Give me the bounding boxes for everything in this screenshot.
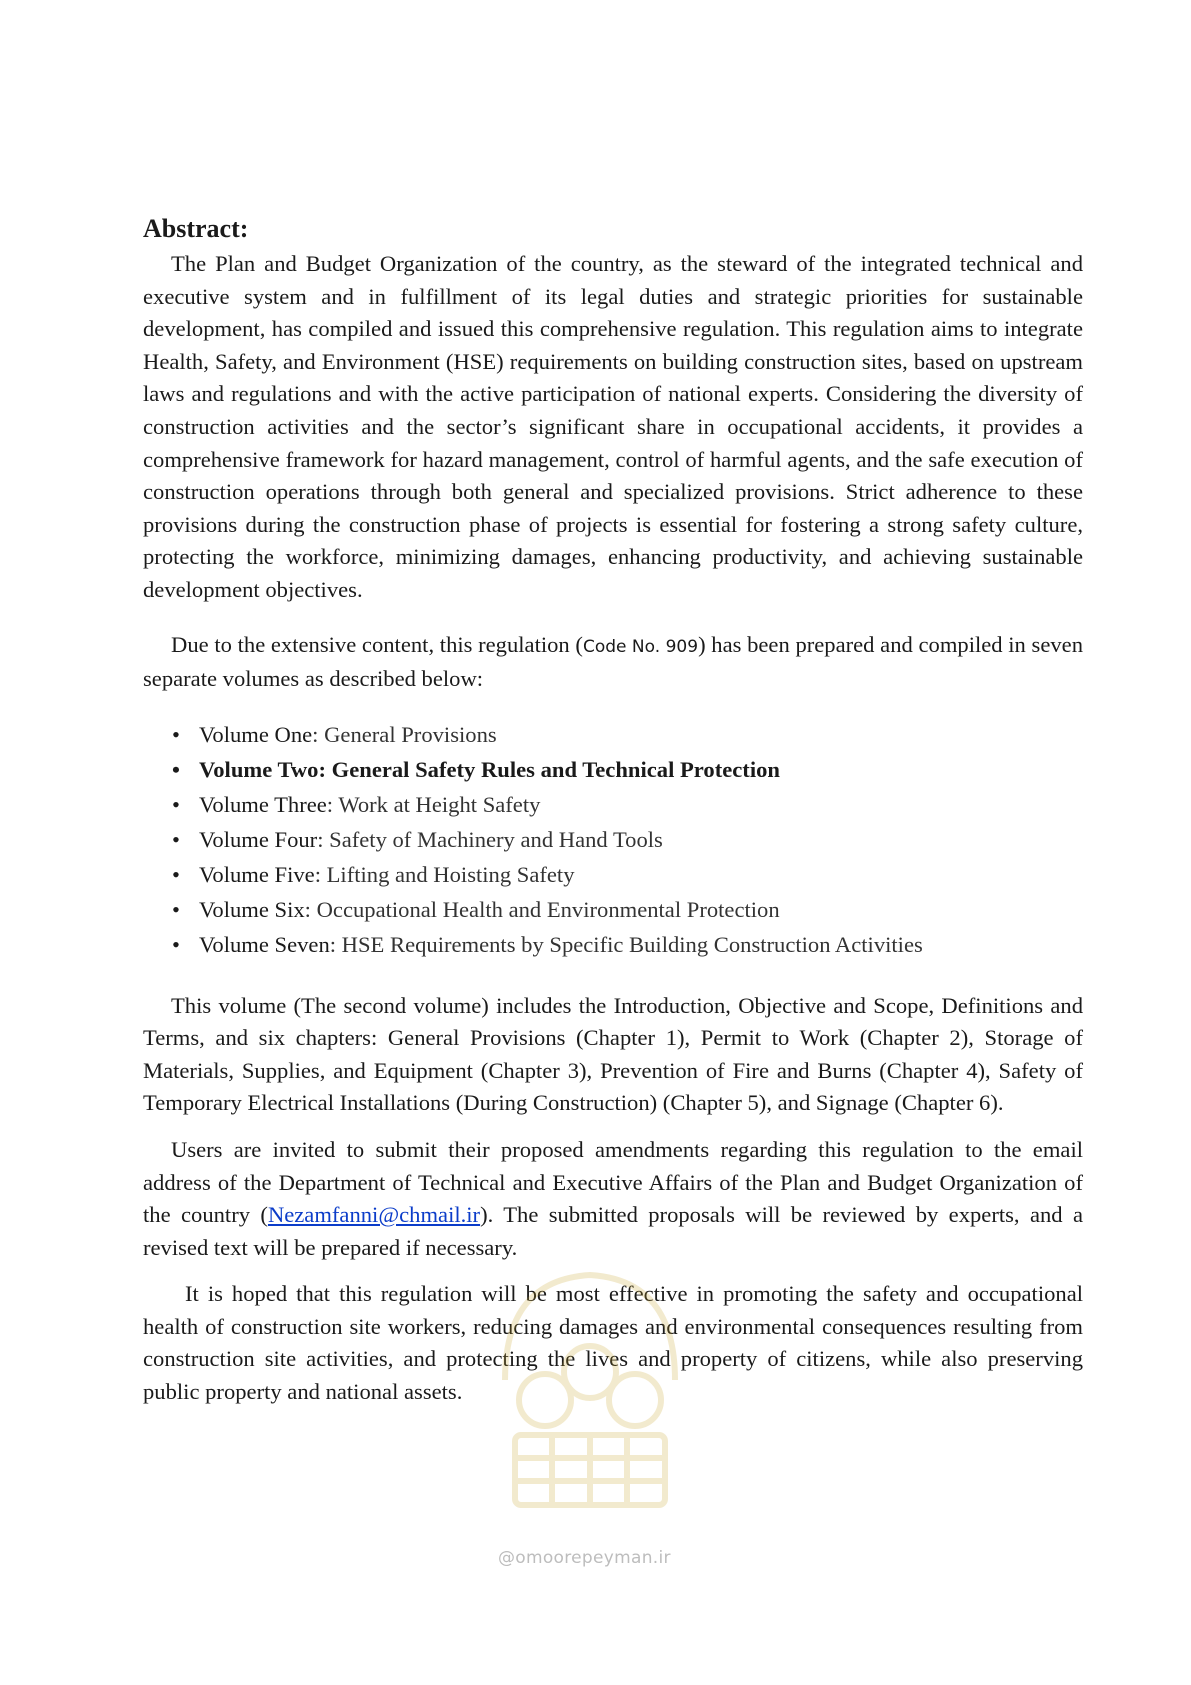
spacer (143, 1120, 1083, 1134)
list-item (143, 857, 1083, 892)
volume-name: Volume One (199, 721, 313, 747)
paragraph-4-text-start: Users are invited to submit their proposed amendments regarding this regulation to the email address of the Department of Technical and Executive Affairs of the Plan and Budget Organization of the country ( (143, 1136, 1083, 1228)
abstract-heading: Abstract: (143, 214, 249, 243)
list-item (143, 717, 1083, 752)
abstract-paragraph-1: The Plan and Budget Organization of the country, as the steward of the integrated technical and executive system and in fulfillment of its legal duties and strategic priorities for sustainable development, has compiled and issued this comprehensive regulation. This regulation aims to integrate Health, Safety, and Environment (HSE) requirements on building construction sites, based on upstream laws and regulations and with the active participation of national experts. Considering the diversity of construction activities and the sector’s significant share in occupational accidents, it provides a comprehensive framework for hazard management, control of harmful agents, and the safe execution of construction operations through both general and specialized provisions. Strict adherence to these provisions during the construction phase of projects is essential for fostering a strong safety culture, protecting the workforce, minimizing damages, enhancing productivity, and achieving sustainable development objectives. (143, 251, 1083, 602)
email-link[interactable]: Nezamfanni@chmail.ir (267, 1202, 481, 1228)
bullet-icon: • (172, 756, 180, 782)
list-item (143, 822, 1083, 857)
volume-name: Volume Six (199, 896, 305, 922)
volume-description: : HSE Requirements by Specific Building Construction Activities (329, 931, 923, 957)
paragraph-4-text-end: ). The submitted proposals will be reviewed by experts, and a revised text will be prepared if necessary. (143, 1202, 1083, 1260)
volume-name: Volume Two (199, 756, 319, 782)
abstract-paragraph-3: This volume (The second volume) includes the Introduction, Objective and Scope, Definitions and Terms, and six chapters: General Provisions (Chapter 1), Permit to Work (Chapter 2), Storage of Materials, Supplies, and Equipment (Chapter 3), Prevention of Fire and Burns (Chapter 4), Safety of Temporary Electrical Installations (During Construction) (Chapter 5), and Signage (Chapter 6). (143, 992, 1083, 1116)
watermark-text: @omoorepeyman.ir (498, 1548, 671, 1568)
volume-description: : General Safety Rules and Technical Protection (318, 756, 780, 782)
list-item (143, 892, 1083, 927)
paragraph-2-text-start: Due to the extensive content, this regulation ( (171, 631, 583, 657)
bullet-icon: • (172, 721, 180, 747)
bullet-icon: • (172, 826, 180, 852)
volume-list (143, 717, 1083, 962)
volume-description: : Occupational Health and Environmental Protection (304, 896, 780, 922)
list-item (143, 787, 1083, 822)
volume-name: Volume Seven (199, 931, 330, 957)
volume-name: Volume Four (199, 826, 318, 852)
spacer (143, 1264, 1083, 1278)
abstract-paragraph-4 (143, 1134, 1083, 1264)
paragraph-2-text-end: ) has been prepared and compiled in seven separate volumes as described below: (143, 631, 1083, 691)
volume-name: Volume Three (199, 791, 327, 817)
abstract-section (143, 212, 1083, 1409)
volume-description: : Work at Height Safety (326, 791, 541, 817)
volume-description: : Lifting and Hoisting Safety (314, 861, 575, 887)
volume-description: : Safety of Machinery and Hand Tools (317, 826, 663, 852)
list-item (143, 927, 1083, 962)
spacer (143, 962, 1083, 990)
bullet-icon: • (172, 931, 180, 957)
abstract-paragraph-5: It is hoped that this regulation will be most effective in promoting the safety and occupational health of construction site workers, reducing damages and environmental consequences resulting from construction site activities, and protecting the lives and property of citizens, while also preserving public property and national assets. (143, 1281, 1083, 1405)
bullet-icon: • (172, 896, 180, 922)
code-number: Code No. 909 (582, 636, 699, 657)
abstract-paragraph-2 (143, 629, 1083, 695)
volume-name: Volume Five (199, 861, 315, 887)
bullet-icon: • (172, 791, 180, 817)
bullet-icon: • (172, 861, 180, 887)
volume-description: : General Provisions (312, 721, 497, 747)
list-item (143, 752, 1083, 787)
